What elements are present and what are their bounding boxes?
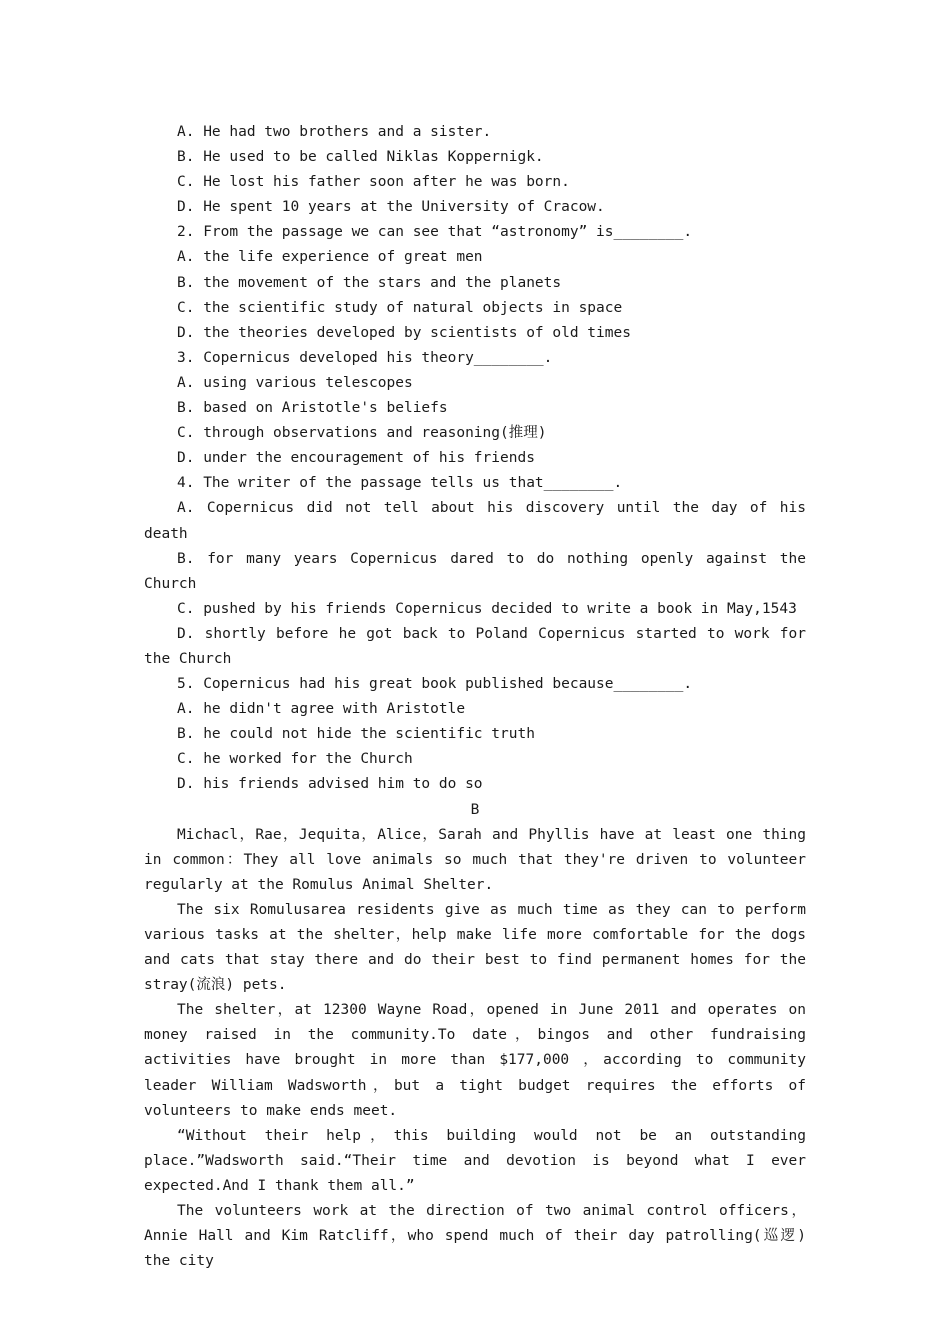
q3-option-b: B. based on Aristotle's beliefs xyxy=(177,400,448,417)
q2-option-d: D. the theories developed by scientists of old times xyxy=(177,324,631,341)
q5-option-d: D. his friends advised him to do so xyxy=(177,776,483,793)
q3-option-c: C. through observations and reasoning(推理) xyxy=(177,425,547,442)
q4-option-a: A. Copernicus did not tell about his discovery until the day of his death xyxy=(144,500,815,542)
q1-option-d: D. He spent 10 years at the University of Cracow. xyxy=(177,199,605,216)
q5-option-c: C. he worked for the Church xyxy=(177,751,413,768)
q4-stem: 4. The writer of the passage tells us that________. xyxy=(177,475,623,492)
q1-option-b: B. He used to be called Niklas Koppernigk. xyxy=(177,149,544,166)
q5-stem: 5. Copernicus had his great book published because________. xyxy=(177,676,693,693)
passage-b-paragraph-3: The shelter，at 12300 Wayne Road，opened in June 2011 and operates on money raised in the community.To date，bingos and other fundraising activities have brought in more than $177,000 ，according to community leader William Wadsworth，but a tight budget requires the efforts of volunteers to make ends meet. xyxy=(144,1002,815,1119)
q4-option-b: B. for many years Copernicus dared to do nothing openly against the Church xyxy=(144,550,815,592)
q2-option-b: B. the movement of the stars and the planets xyxy=(177,274,562,291)
passage-b-paragraph-5: The volunteers work at the direction of two animal control officers，Annie Hall and Kim Ratcliff，who spend much of their day patrolling(巡逻) the city xyxy=(144,1203,815,1270)
q5-option-a: A. he didn't agree with Aristotle xyxy=(177,701,466,718)
q5-option-b: B. he could not hide the scientific truth xyxy=(177,726,535,743)
passage-b-paragraph-1: Michacl，Rae，Jequita，Alice，Sarah and Phyllis have at least one thing in common：They all love animals so much that they're driven to volunteer regularly at the Romulus Animal Shelter. xyxy=(144,826,815,893)
q4-option-c: C. pushed by his friends Copernicus decided to write a book in May,1543 xyxy=(177,600,797,617)
q1-option-c: C. He lost his father soon after he was born. xyxy=(177,174,570,191)
passage-b-paragraph-2: The six Romulusarea residents give as much time as they can to perform various tasks at the shelter，help make life more comfortable for the dogs and cats that stay there and do their best to find permanent homes for the stray(流浪) pets. xyxy=(144,901,815,994)
q3-option-d: D. under the encouragement of his friends xyxy=(177,450,535,467)
q3-stem: 3. Copernicus developed his theory________. xyxy=(177,349,553,366)
q3-option-a: A. using various telescopes xyxy=(177,374,413,391)
document-content xyxy=(144,120,815,1274)
q2-option-a: A. the life experience of great men xyxy=(177,249,483,266)
passage-b-paragraph-4: “Without their help，this building would not be an outstanding place.”Wadsworth said.“Their time and devotion is beyond what I ever expected.And I thank them all.” xyxy=(144,1127,815,1194)
section-b-heading: B xyxy=(470,801,480,818)
q1-option-a: A. He had two brothers and a sister. xyxy=(177,124,492,140)
q2-option-c: C. the scientific study of natural objects in space xyxy=(177,299,623,316)
q2-stem: 2. From the passage we can see that “astronomy” is________. xyxy=(177,224,693,241)
q4-option-d: D. shortly before he got back to Poland Copernicus started to work for the Church xyxy=(144,625,815,667)
